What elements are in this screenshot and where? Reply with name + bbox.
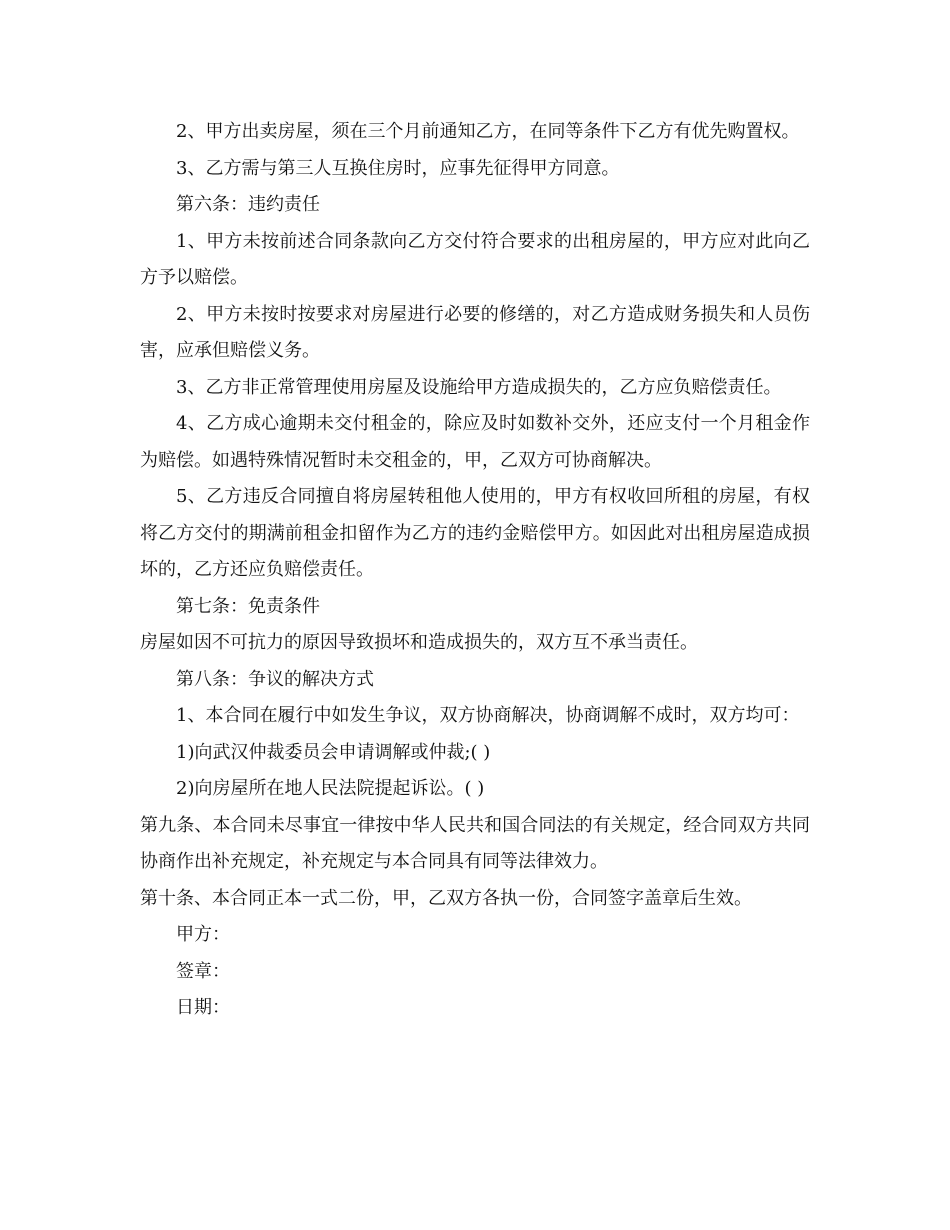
date-label: 日期：: [176, 997, 230, 1018]
signature-label: 签章：: [176, 960, 230, 982]
clause-8-option-2: 2)向房屋所在地人民法院提起诉讼。( ): [176, 778, 485, 799]
clause-6-item-1: 1、甲方未按前述合同条款向乙方交付符合要求的出租房屋的，甲方应对此向乙方予以赔偿。: [140, 230, 810, 288]
clause-6-item-2: 2、甲方未按时按要求对房屋进行必要的修缮的，对乙方造成财务损失和人员伤害，应承但赔偿义务。: [140, 303, 810, 361]
clause-5-item-3: 3、乙方需与第三人互换住房时，应事先征得甲方同意。: [176, 157, 620, 179]
clause-9: 第九条、本合同未尽事宜一律按中华人民共和国合同法的有关规定，经合同双方共同协商作出补充规定，补充规定与本合同具有同等法律效力。: [140, 814, 810, 872]
document-body: [140, 114, 810, 1027]
clause-8-heading: 第八条：争议的解决方式: [176, 668, 374, 690]
clause-5-item-2: 2、甲方出卖房屋，须在三个月前通知乙方，在同等条件下乙方有优先购置权。: [176, 121, 800, 142]
clause-6-item-5: 5、乙方违反合同擅自将房屋转租他人使用的，甲方有权收回所租的房屋，有权将乙方交付的期满前租金扣留作为乙方的违约金赔偿甲方。如因此对出租房屋造成损坏的，乙方还应负赔偿责任。: [140, 486, 810, 580]
clause-6-item-4: 4、乙方成心逾期未交付租金的，除应及时如数补交外，还应支付一个月租金作为赔偿。如遇特殊情况暂时未交租金的，甲，乙双方可协商解决。: [140, 413, 810, 471]
clause-7-heading: 第七条：免责条件: [176, 595, 320, 617]
party-a-label: 甲方：: [176, 924, 230, 945]
clause-8-option-1: 1)向武汉仲裁委员会申请调解或仲裁;( ): [176, 741, 491, 763]
clause-6-item-3: 3、乙方非正常管理使用房屋及设施给甲方造成损失的，乙方应负赔偿责任。: [176, 376, 782, 398]
clause-8-item-1: 1、本合同在履行中如发生争议，双方协商解决，协商调解不成时，双方均可：: [176, 705, 800, 726]
clause-10: 第十条、本合同正本一式二份，甲，乙双方各执一份，合同签字盖章后生效。: [140, 887, 752, 909]
clause-7-body: 房屋如因不可抗力的原因导致损坏和造成损失的，双方互不承当责任。: [140, 632, 698, 653]
clause-6-heading: 第六条：违约责任: [176, 194, 320, 215]
